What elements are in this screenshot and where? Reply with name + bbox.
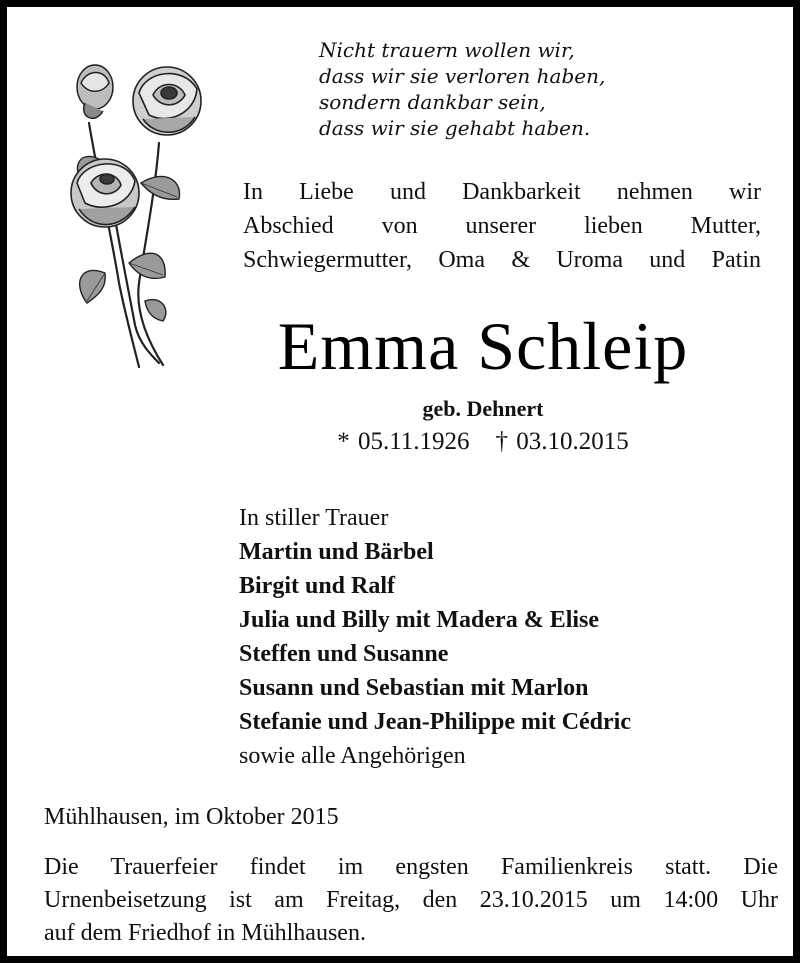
mourner-name: Steffen und Susanne — [239, 641, 449, 667]
death-date: † 03.10.2015 — [495, 428, 629, 455]
mourners-closing: sowie alle Angehörigen — [239, 743, 466, 769]
poem-line: sondern dankbar sein, — [319, 90, 546, 114]
funeral-line: auf dem Friedhof in Mühlhausen. — [44, 920, 366, 946]
mourner-name: Birgit und Ralf — [239, 573, 396, 599]
poem-line: dass wir sie verloren haben, — [319, 64, 606, 88]
roses-illustration — [59, 63, 219, 373]
funeral-info — [44, 851, 778, 950]
mourner-name: Susann und Sebastian mit Marlon — [239, 675, 589, 701]
mourners-list — [239, 501, 631, 773]
maiden-name: geb. Dehnert — [422, 396, 544, 421]
life-dates — [233, 425, 733, 459]
poem — [319, 37, 605, 141]
mourner-name: Stefanie und Jean-Philippe mit Cédric — [239, 709, 632, 735]
place-date: Mühlhausen, im Oktober 2015 — [44, 804, 339, 830]
mourners-heading: In stiller Trauer — [239, 505, 389, 531]
intro-line: Schwiegermutter, Oma & Uroma und Patin — [243, 247, 761, 273]
poem-line: dass wir sie gehabt haben. — [319, 116, 591, 140]
mourner-name: Julia und Billy mit Madera & Elise — [239, 607, 600, 633]
funeral-line: Urnenbeisetzung ist am Freitag, den 23.10.2015 um 14:00 Uhr — [44, 887, 778, 913]
poem-line: Nicht trauern wollen wir, — [319, 38, 575, 62]
deceased-name: Emma Schleip — [277, 308, 689, 384]
mourner-name: Martin und Bärbel — [239, 539, 434, 565]
funeral-line: Die Trauerfeier findet im engsten Familienkreis statt. Die — [44, 854, 778, 880]
birth-date: * 05.11.1926 — [337, 428, 470, 455]
intro-line: In Liebe und Dankbarkeit nehmen wir — [243, 179, 761, 205]
intro-text — [243, 175, 761, 277]
intro-line: Abschied von unserer lieben Mutter, — [243, 213, 761, 239]
